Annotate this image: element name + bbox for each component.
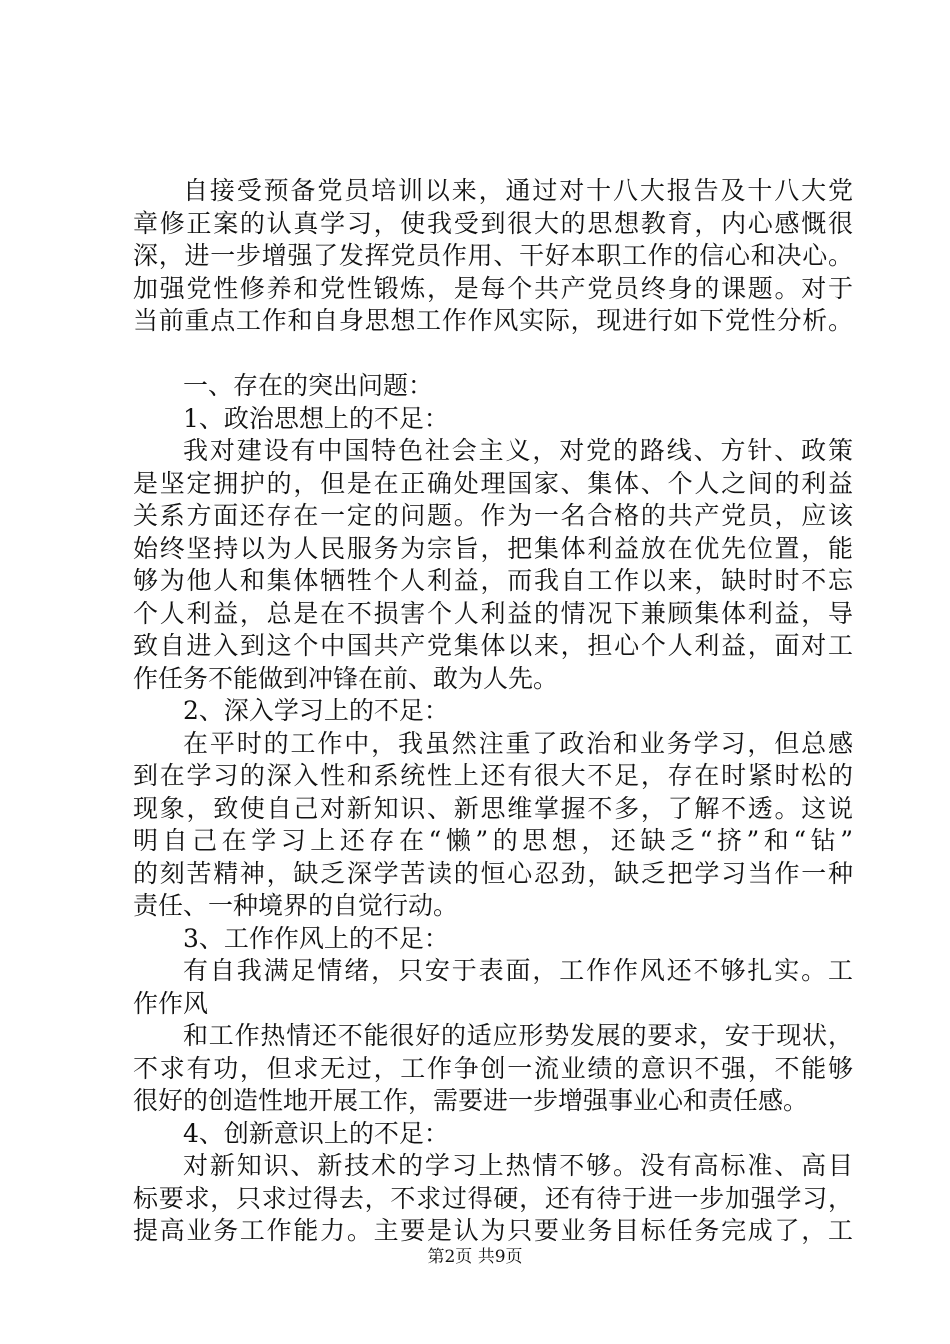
- paragraph-line: 够为他人和集体牺牲个人利益，而我自工作以来，缺时时不忘: [133, 566, 853, 595]
- paragraph-line: 标要求，只求过得去，不求过得硬，还有待于进一步加强学习，: [133, 1183, 853, 1213]
- paragraph-line: 很好的创造性地开展工作，需要进一步增强事业心和责任感。: [133, 1086, 809, 1115]
- paragraph-line: 个人利益，总是在不损害个人利益的情况下兼顾集体利益，导: [133, 598, 853, 628]
- paragraph-line: 作任务不能做到冲锋在前、敢为人先。: [133, 663, 559, 693]
- paragraph-line: 不求有功，但求无过，工作争创一流业绩的意识不强，不能够: [133, 1053, 853, 1083]
- paragraph-line: 深，进一步增强了发挥党员作用、干好本职工作的信心和决心。: [133, 241, 853, 270]
- paragraph-line: 致自进入到这个中国共产党集体以来，担心个人利益，面对工: [133, 631, 853, 660]
- paragraph-line: 对新知识、新技术的学习上热情不够。没有高标准、高目: [183, 1151, 853, 1180]
- paragraph-line: 是坚定拥护的，但是在正确处理国家、集体、个人之间的利益: [133, 468, 853, 498]
- document-body: [133, 175, 853, 1248]
- paragraph-line: 现象，致使自己对新知识、新思维掌握不多，了解不透。这说: [133, 793, 853, 823]
- page-number-footer: 第2页 共9页: [427, 1247, 523, 1267]
- paragraph-line: 和工作热情还不能很好的适应形势发展的要求，安于现状，: [183, 1021, 853, 1050]
- subsection-heading: 2、深入学习上的不足：: [183, 696, 449, 725]
- subsection-heading: 3、工作作风上的不足：: [183, 923, 449, 953]
- paragraph-line: 到在学习的深入性和系统性上还有很大不足，存在时紧时松的: [133, 761, 853, 790]
- paragraph-line: 关系方面还存在一定的问题。作为一名合格的共产党员，应该: [133, 501, 853, 530]
- paragraph-line: 作作风: [133, 988, 209, 1018]
- subsection-heading: 4、创新意识上的不足：: [183, 1118, 449, 1148]
- paragraph-line: 提高业务工作能力。主要是认为只要业务目标任务完成了，工: [133, 1216, 853, 1245]
- subsection-heading: 1、政治思想上的不足：: [183, 403, 449, 433]
- paragraph-line: 始终坚持以为人民服务为宗旨，把集体利益放在优先位置，能: [133, 533, 853, 563]
- paragraph-line: 明自己在学习上还存在“懒”的思想，还缺乏“挤”和“钻”: [133, 826, 853, 855]
- paragraph-line: 加强党性修养和党性锻炼，是每个共产党员终身的课题。对于: [133, 273, 853, 303]
- paragraph-gap: [133, 338, 853, 371]
- paragraph-line: 有自我满足情绪，只安于表面，工作作风还不够扎实。工: [183, 956, 853, 985]
- paragraph-line: 当前重点工作和自身思想工作作风实际，现进行如下党性分析。: [133, 306, 853, 335]
- paragraph-line: 的刻苦精神，缺乏深学苦读的恒心忍劲，缺乏把学习当作一种: [133, 858, 853, 888]
- paragraph-line: 自接受预备党员培训以来，通过对十八大报告及十八大党: [183, 176, 853, 205]
- paragraph-line: 我对建设有中国特色社会主义，对党的路线、方针、政策: [183, 436, 853, 465]
- paragraph-line: 章修正案的认真学习，使我受到很大的思想教育，内心感慨很: [133, 208, 853, 238]
- section-heading: 一、存在的突出问题：: [183, 371, 434, 400]
- paragraph-line: 在平时的工作中，我虽然注重了政治和业务学习，但总感: [183, 728, 853, 758]
- paragraph-line: 责任、一种境界的自觉行动。: [133, 891, 459, 920]
